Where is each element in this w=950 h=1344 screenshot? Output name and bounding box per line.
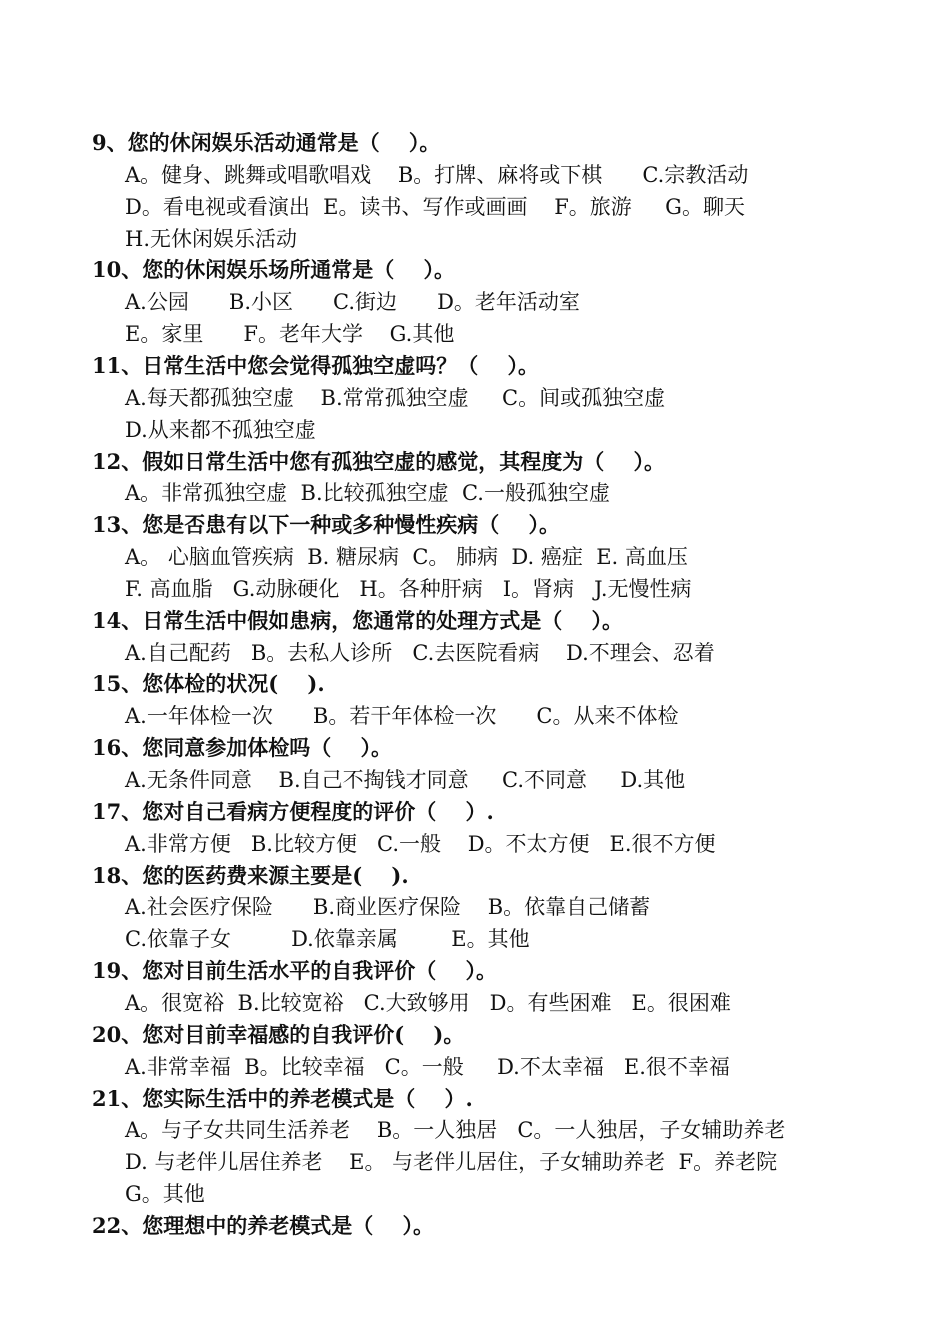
question-text: 19、您对目前生活水平的自我评价（ ）。 [92,958,497,984]
question-text: 22、您理想中的养老模式是（ ）。 [92,1212,434,1238]
answer-options-line: D.从来都不孤独空虚 [125,417,316,442]
question-text: 10、您的休闲娱乐场所通常是（ ）。 [92,257,455,283]
answer-options-line: A.自己配药 B。去私人诊所 C.去医院看病 D.不理会、忍着 [125,640,715,665]
answer-options-line: F. 高血脂 G.动脉硬化 H。各种肝病 I。肾病 J.无慢性病 [125,576,692,601]
answer-options-line: A。 心脑血管疾病 B. 糖尿病 C。 肺病 D. 癌症 E. 高血压 [125,545,688,570]
question-text: 18、您的医药费来源主要是( ). [92,862,409,888]
question-text: 13、您是否患有以下一种或多种慢性疾病（ ）。 [92,512,560,538]
question-text: 20、您对目前幸福感的自我评价( )。 [92,1021,465,1047]
answer-options-line: A.公园 B.小区 C.街边 D。老年活动室 [125,290,580,315]
question-text: 14、日常生活中假如患病，您通常的处理方式是（ ）。 [92,607,623,633]
question-text: 16、您同意参加体检吗（ ）。 [92,735,392,761]
answer-options-line: A.无条件同意 B.自己不掏钱才同意 C.不同意 D.其他 [125,768,686,792]
answer-options-line: C.依靠子女 D.依靠亲属 E。其他 [125,927,530,952]
answer-options-line: G。其他 [125,1182,205,1207]
question-text: 12、假如日常生活中您有孤独空虚的感觉，其程度为（ ）。 [92,448,665,474]
answer-options-line: D. 与老伴儿居住养老 E。 与老伴儿居住，子女辅助养老 F。养老院 [125,1150,778,1175]
answer-options-line: A。健身、跳舞或唱歌唱戏 B。打牌、麻将或下棋 C.宗教活动 [125,162,749,187]
answer-options-line: D。看电视或看演出 E。读书、写作或画画 F。旅游 G。聊天 [125,194,745,219]
answer-options-line: A.每天都孤独空虚 B.常常孤独空虚 C。间或孤独空虚 [125,385,666,410]
question-text: 21、您实际生活中的养老模式是（ ）. [92,1085,473,1111]
answer-options-line: A。很宽裕 B.比较宽裕 C.大致够用 D。有些困难 E。很困难 [125,990,731,1015]
answer-options-line: A.非常方便 B.比较方便 C.一般 D。不太方便 E.很不方便 [125,831,716,856]
question-text: 15、您体检的状况( ). [92,671,325,697]
answer-options-line: H.无休闲娱乐活动 [125,226,297,251]
answer-options-line: A.社会医疗保险 B.商业医疗保险 B。依靠自己储蓄 [125,895,651,920]
answer-options-line: A。非常孤独空虚 B.比较孤独空虚 C.一般孤独空虚 [125,481,610,506]
answer-options-line: A。与子女共同生活养老 B。一人独居 C。一人独居，子女辅助养老 [125,1118,786,1143]
question-text: 11、日常生活中您会觉得孤独空虚吗？（ ）。 [92,352,539,378]
question-text: 17、您对自己看病方便程度的评价（ ）. [92,798,494,824]
answer-options-line: E。家里 F。老年大学 G.其他 [125,322,455,347]
question-text: 9、您的休闲娱乐活动通常是（ ）。 [92,130,441,155]
answer-options-line: A.一年体检一次 B。若干年体检一次 C。从来不体检 [125,704,679,729]
answer-options-line: A.非常幸福 B。比较幸福 C。一般 D.不太幸福 E.很不幸福 [125,1054,730,1079]
